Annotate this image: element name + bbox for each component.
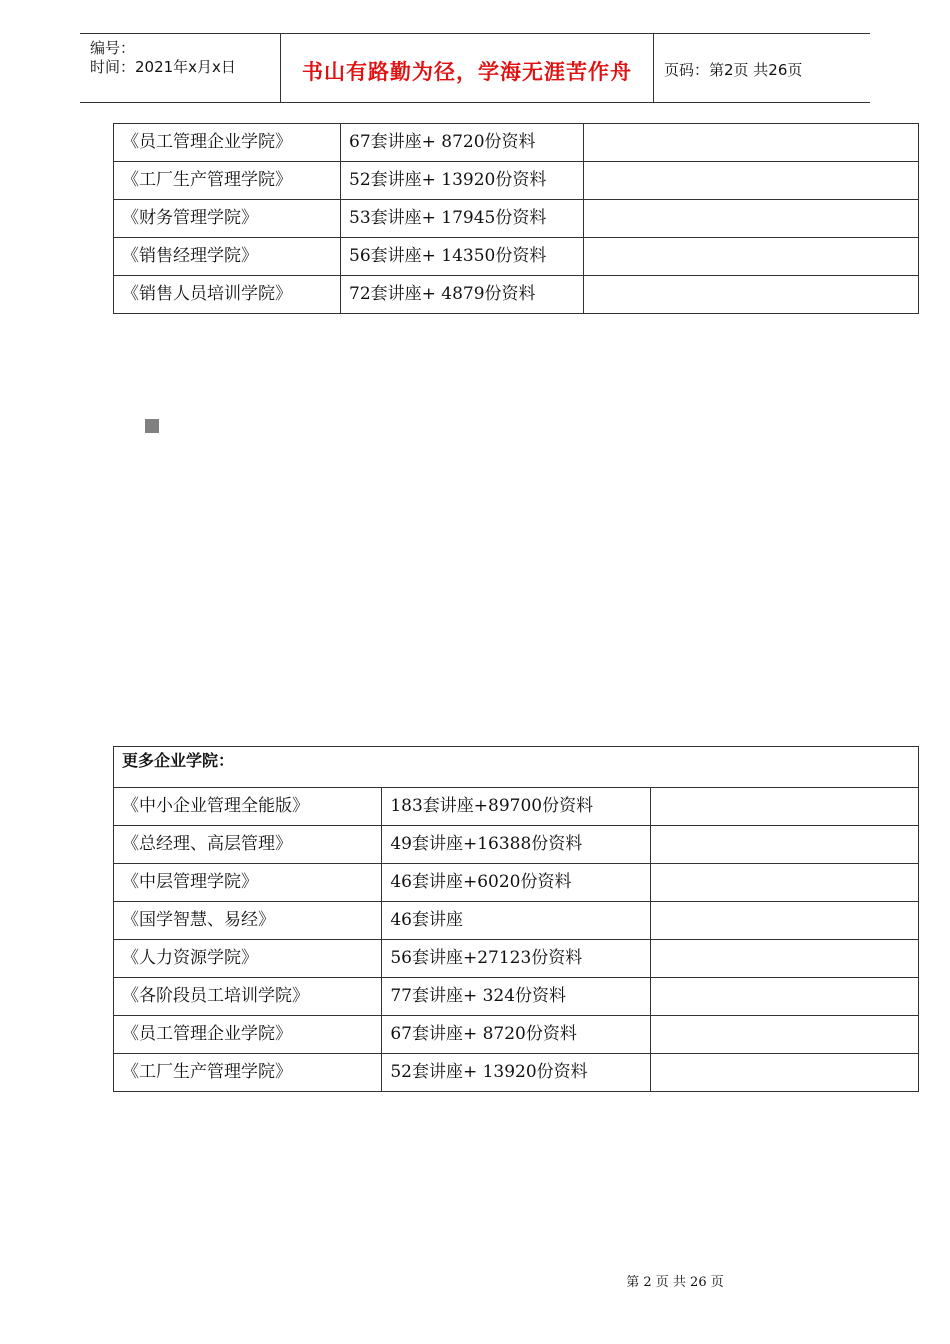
table-row [114, 788, 919, 826]
table-row [114, 238, 919, 276]
course-name: 《工厂生产管理学院》 [114, 162, 341, 200]
course-note [584, 238, 919, 276]
course-note [584, 276, 919, 314]
course-note [650, 978, 918, 1016]
table-row [114, 902, 919, 940]
number-label: 编号： [90, 39, 136, 57]
course-desc: 52套讲座+ 13920份资料 [341, 162, 584, 200]
course-note [650, 1016, 918, 1054]
course-desc: 49套讲座+16388份资料 [382, 826, 650, 864]
table-row [114, 864, 919, 902]
table-row [114, 124, 919, 162]
course-name: 《中层管理学院》 [114, 864, 382, 902]
course-name: 《销售人员培训学院》 [114, 276, 341, 314]
course-note [650, 788, 918, 826]
table-heading-row [114, 747, 919, 788]
table-row [114, 1054, 919, 1092]
course-desc: 183套讲座+89700份资料 [382, 788, 650, 826]
course-note [584, 124, 919, 162]
course-note [584, 162, 919, 200]
square-bullet-icon [145, 419, 159, 433]
course-desc: 52套讲座+ 13920份资料 [382, 1054, 650, 1092]
table-row [114, 276, 919, 314]
course-desc: 56套讲座+ 14350份资料 [341, 238, 584, 276]
table-row [114, 1016, 919, 1054]
motto: 书山有路勤为径，学海无涯苦作舟 [302, 60, 632, 84]
header-motto-cell [281, 34, 654, 102]
course-name: 《销售经理学院》 [114, 238, 341, 276]
course-name: 《员工管理企业学院》 [114, 1016, 382, 1054]
table-row [114, 978, 919, 1016]
course-desc: 56套讲座+27123份资料 [382, 940, 650, 978]
time-label: 时间：2021年x月x日 [90, 58, 236, 76]
course-table-2 [113, 746, 919, 1092]
course-name: 《工厂生产管理学院》 [114, 1054, 382, 1092]
course-note [650, 1054, 918, 1092]
course-name: 《人力资源学院》 [114, 940, 382, 978]
course-desc: 46套讲座+6020份资料 [382, 864, 650, 902]
course-desc: 46套讲座 [382, 902, 650, 940]
course-note [650, 902, 918, 940]
table-row [114, 826, 919, 864]
page-info: 页码：第2页 共26页 [664, 61, 803, 79]
header-meta [80, 34, 281, 102]
table-row [114, 162, 919, 200]
course-desc: 72套讲座+ 4879份资料 [341, 276, 584, 314]
table-heading: 更多企业学院： [114, 747, 919, 788]
course-name: 《员工管理企业学院》 [114, 124, 341, 162]
course-name: 《总经理、高层管理》 [114, 826, 382, 864]
course-desc: 67套讲座+ 8720份资料 [341, 124, 584, 162]
course-name: 《国学智慧、易经》 [114, 902, 382, 940]
footer-page-number: 第 2 页 共 26 页 [626, 1275, 724, 1290]
course-desc: 77套讲座+ 324份资料 [382, 978, 650, 1016]
table-row [114, 200, 919, 238]
page-footer [0, 1271, 950, 1290]
course-note [650, 826, 918, 864]
course-table-1 [113, 123, 919, 314]
course-name: 《财务管理学院》 [114, 200, 341, 238]
course-note [650, 864, 918, 902]
course-note [584, 200, 919, 238]
course-note [650, 940, 918, 978]
course-desc: 53套讲座+ 17945份资料 [341, 200, 584, 238]
course-name: 《各阶段员工培训学院》 [114, 978, 382, 1016]
course-name: 《中小企业管理全能版》 [114, 788, 382, 826]
course-desc: 67套讲座+ 8720份资料 [382, 1016, 650, 1054]
header-page-cell [654, 34, 870, 102]
table-row [114, 940, 919, 978]
page-header [80, 33, 870, 103]
